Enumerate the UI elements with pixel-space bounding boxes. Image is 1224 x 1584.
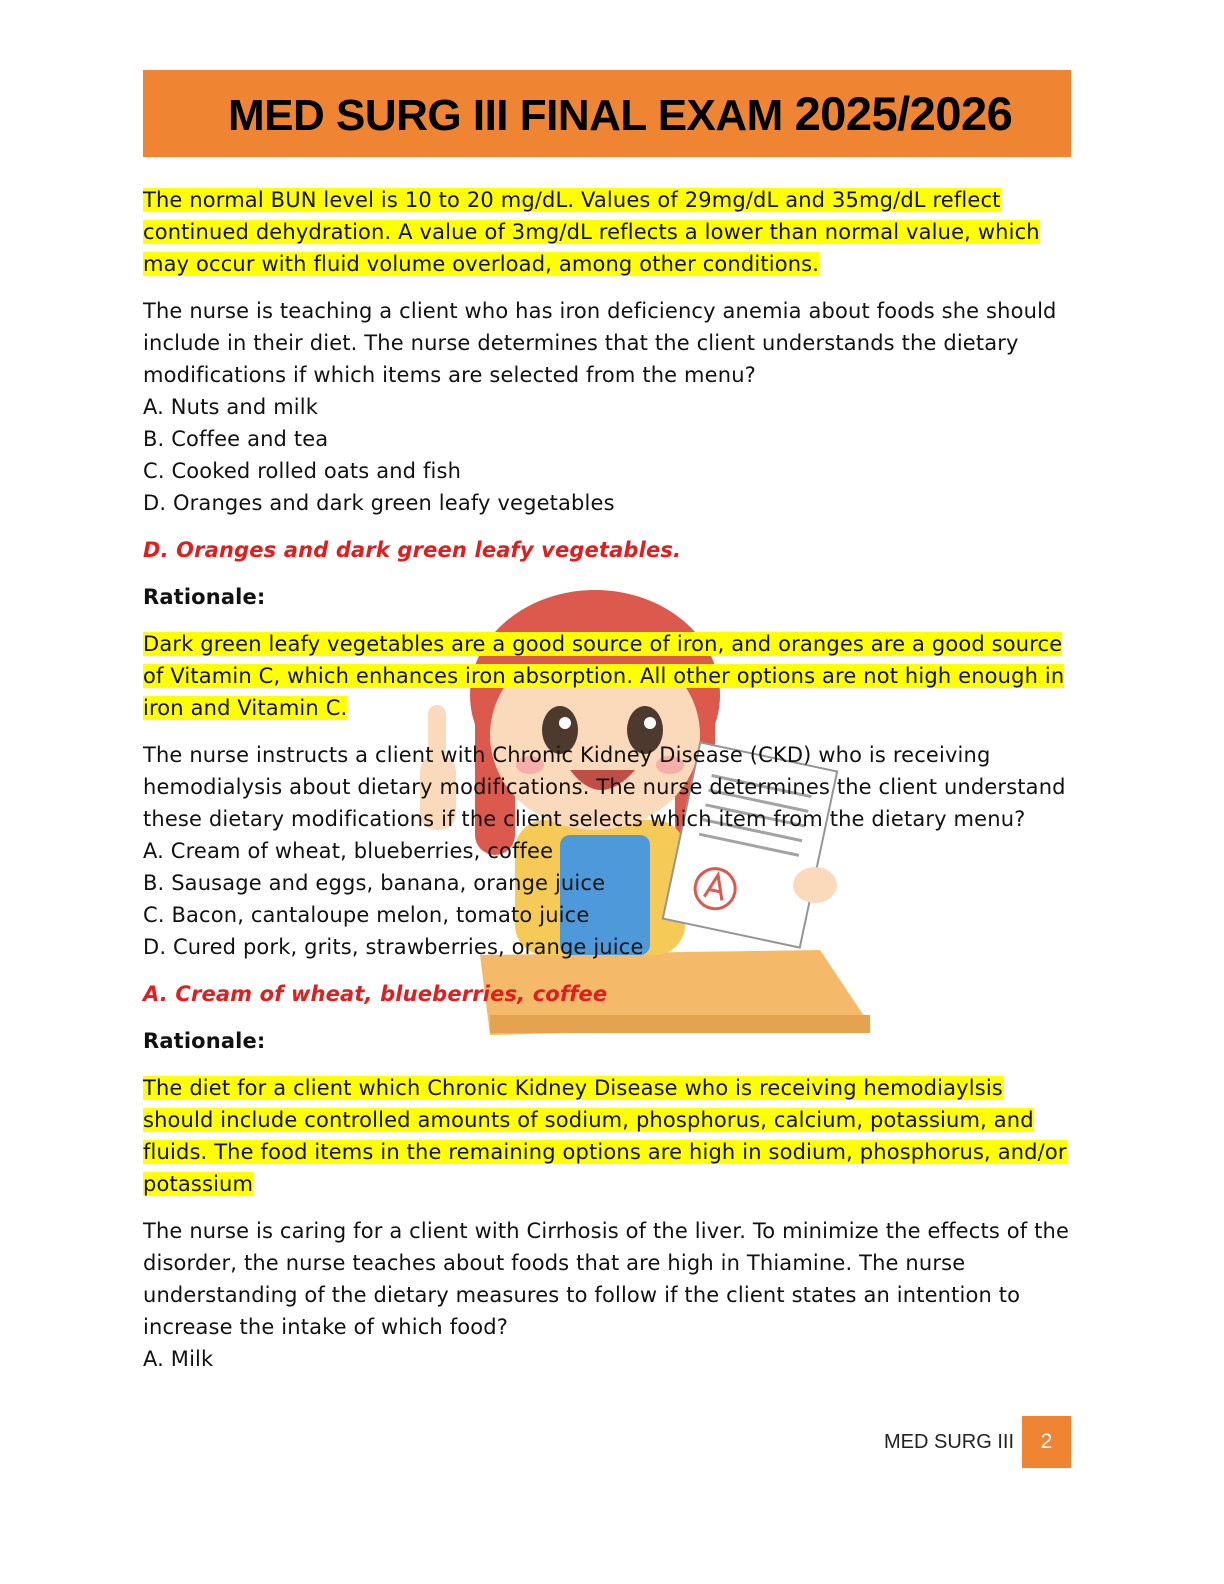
question-2-answer: A. Cream of wheat, blueberries, coffee xyxy=(143,982,608,1006)
question-1-option-a: A. Nuts and milk xyxy=(143,395,319,419)
question-1-option-c: C. Cooked rolled oats and fish xyxy=(143,459,462,483)
question-1-rationale xyxy=(143,628,1071,724)
question-2-option-b: B. Sausage and eggs, banana, orange juice xyxy=(143,871,606,895)
page-number: 2 xyxy=(1022,1416,1071,1468)
question-1-answer: D. Oranges and dark green leafy vegetables. xyxy=(143,538,682,562)
highlighted-text: Dark green leafy vegetables are a good source of iron, and oranges are a good source of Vitamin C, which enhances iron absorption. All other options are not high enough in iron and Vitamin C. xyxy=(143,632,1065,720)
question-2-rationale xyxy=(143,1072,1071,1200)
question-1-option-b: B. Coffee and tea xyxy=(143,427,329,451)
document-content xyxy=(143,184,1071,1375)
title-year: 2025/2026 xyxy=(794,87,1013,140)
question-2-stem: The nurse instructs a client with Chronic Kidney Disease (CKD) who is receiving hemodialysis about dietary modifications. The nurse determines the client understand these dietary modifications if the client selects which item from the dietary menu? xyxy=(143,743,1066,831)
page-title xyxy=(228,86,1012,144)
question-1-rationale-label: Rationale: xyxy=(143,585,266,609)
highlighted-text: The normal BUN level is 10 to 20 mg/dL. Values of 29mg/dL and 35mg/dL reflect continued dehydration. A value of 3mg/dL reflects a lower than normal value, which may occur with fluid volume overload, among other conditions. xyxy=(143,188,1040,276)
question-2-rationale-label: Rationale: xyxy=(143,1029,266,1053)
question-1-stem: The nurse is teaching a client who has iron deficiency anemia about foods she should include in their diet. The nurse determines that the client understands the dietary modifications if which items are selected from the menu? xyxy=(143,299,1057,387)
title-text: MED SURG III FINAL EXAM xyxy=(228,91,783,140)
question-2-option-c: C. Bacon, cantaloupe melon, tomato juice xyxy=(143,903,590,927)
question-2-option-a: A. Cream of wheat, blueberries, coffee xyxy=(143,839,554,863)
question-3-option-a: A. Milk xyxy=(143,1347,214,1371)
bun-paragraph xyxy=(143,184,1071,280)
footer-label: MED SURG III xyxy=(884,1431,1015,1453)
highlighted-text: The diet for a client which Chronic Kidney Disease who is receiving hemodiaylsis should include controlled amounts of sodium, phosphorus, calcium, potassium, and fluids. The food items in the remaining options are high in sodium, phosphorus, and/or potassium xyxy=(143,1076,1067,1196)
question-2-option-d: D. Cured pork, grits, strawberries, orange juice xyxy=(143,935,644,959)
question-3-stem: The nurse is caring for a client with Cirrhosis of the liver. To minimize the effects of the disorder, the nurse teaches about foods that are high in Thiamine. The nurse understanding of the dietary measures to follow if the client states an intention to increase the intake of which food? xyxy=(143,1219,1070,1339)
question-1-option-d: D. Oranges and dark green leafy vegetables xyxy=(143,491,615,515)
